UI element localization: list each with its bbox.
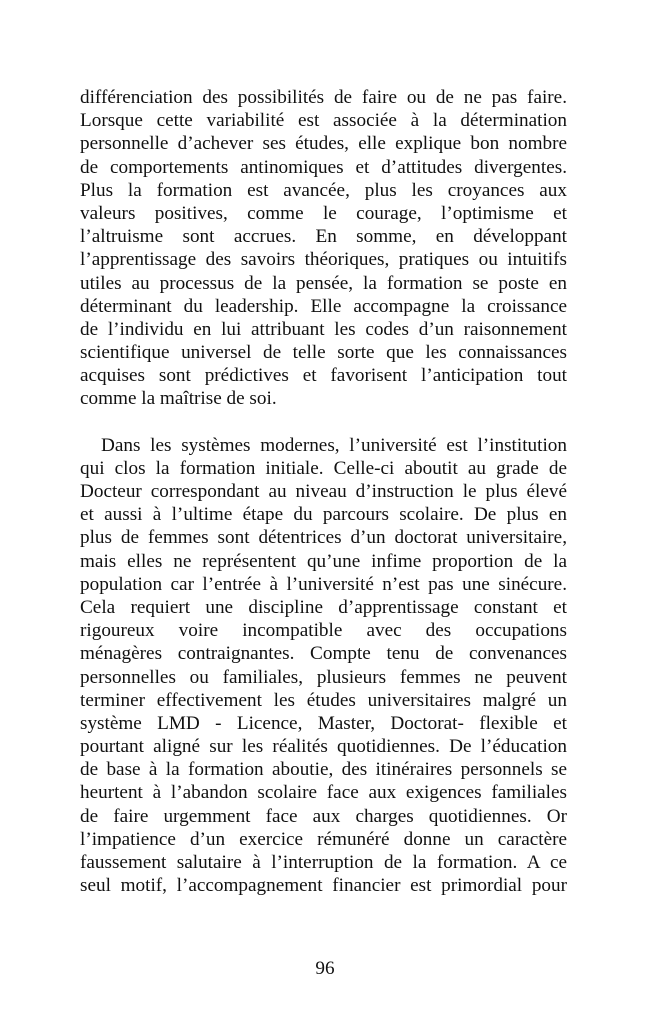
text-line: de l’individu en lui attribuant les codes d’un raisonnement <box>80 318 567 340</box>
text-line: qui clos la formation initiale. Celle-ci aboutit au grade de <box>80 457 567 479</box>
text-line: l’impatience d’un exercice rémunéré donne un caractère <box>80 828 567 850</box>
text-line: mais elles ne représentent qu’une infime proportion de la <box>80 550 567 572</box>
text-line: pourtant aligné sur les réalités quotidiennes. De l’éducation <box>80 736 567 758</box>
text-line: et aussi à l’ultime étape du parcours scolaire. De plus en <box>80 504 567 526</box>
text-line: déterminant du leadership. Elle accompagne la croissance <box>80 295 567 317</box>
text-line: Docteur correspondant au niveau d’instruction le plus élevé <box>80 481 567 502</box>
text-line: comme la maîtrise de soi. <box>80 388 277 410</box>
text-line: Dans les systèmes modernes, l’université est l’institution <box>101 434 567 456</box>
text-line: rigoureux voire incompatible avec des occupations <box>80 620 567 642</box>
page-number: 96 <box>315 958 335 979</box>
text-line: personnelle d’achever ses études, elle explique bon nombre <box>80 133 567 155</box>
text-line: personnelles ou familiales, plusieurs femmes ne peuvent <box>80 666 567 688</box>
text-line: scientifique universel de telle sorte que les connaissances <box>80 342 567 364</box>
text-line: de comportements antinomiques et d’attitudes divergentes. <box>80 156 567 178</box>
text-line: terminer effectivement les études universitaires malgré un <box>80 689 567 711</box>
paragraph <box>80 434 567 898</box>
text-line: de faire urgemment face aux charges quotidiennes. Or <box>80 805 567 827</box>
text-line: de base à la formation aboutie, des itinéraires personnels se <box>80 759 567 781</box>
text-line: ménagères contraignantes. Compte tenu de convenances <box>80 643 567 665</box>
text-line: valeurs positives, comme le courage, l’optimisme et <box>80 202 567 224</box>
paragraph-gap <box>80 411 567 434</box>
text-line: acquises sont prédictives et favorisent l’anticipation tout <box>80 365 567 387</box>
text-line: l’apprentissage des savoirs théoriques, pratiques ou intuitifs <box>80 249 567 271</box>
text-line: différenciation des possibilités de faire ou de ne pas faire. <box>80 87 567 108</box>
text-line: système LMD - Licence, Master, Doctorat- flexible et <box>80 712 567 734</box>
text-line: utiles au processus de la pensée, la formation se poste en <box>80 272 567 294</box>
text-line: heurtent à l’abandon scolaire face aux exigences familiales <box>80 782 567 804</box>
page-body <box>80 86 567 897</box>
text-line: plus de femmes sont détentrices d’un doctorat universitaire, <box>80 527 567 549</box>
text-line: faussement salutaire à l’interruption de la formation. A ce <box>80 852 567 873</box>
text-line: Cela requiert une discipline d’apprentissage constant et <box>80 596 567 618</box>
text-line: l’altruisme sont accrues. En somme, en développant <box>80 226 567 248</box>
text-line: Lorsque cette variabilité est associée à la détermination <box>80 110 567 132</box>
paragraph <box>80 86 567 411</box>
text-line: seul motif, l’accompagnement financier est primordial pour <box>80 875 567 897</box>
text-line: Plus la formation est avancée, plus les croyances aux <box>80 179 567 201</box>
text-line: population car l’entrée à l’université n’est pas une sinécure. <box>80 573 567 595</box>
